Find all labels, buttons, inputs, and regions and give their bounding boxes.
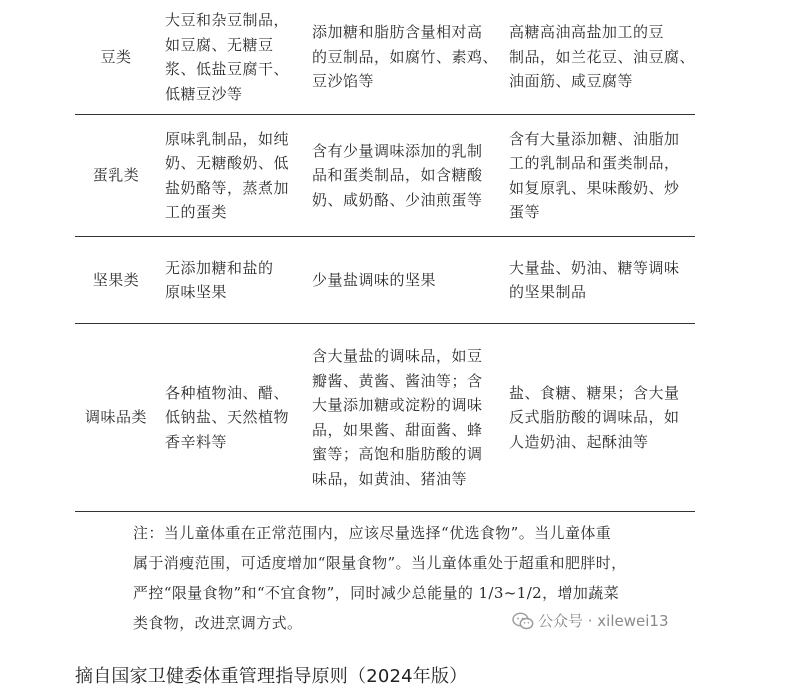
category-cell: 坚果类 xyxy=(92,270,140,289)
table-row xyxy=(75,115,695,237)
limited-food-cell: 含有少量调味添加的乳制 品和蛋类制品，如含糖酸 奶、咸奶酪、少油煎蛋等 xyxy=(312,141,483,209)
wechat-icon xyxy=(512,612,534,630)
limited-food-cell: 少量盐调味的坚果 xyxy=(312,270,437,289)
unsuitable-food-cell: 高糖高油高盐加工的豆 制品，如兰花豆、油豆腐、 油面筋、咸豆腐等 xyxy=(509,23,696,91)
unsuitable-food-cell: 盐、食糖、糖果；含大量 反式脂肪酸的调味品，如 人造奶油、起酥油等 xyxy=(509,383,680,451)
category-cell: 豆类 xyxy=(100,47,132,66)
unsuitable-food-cell: 含有大量添加糖、油脂加 工的乳制品和蛋类制品， 如复原乳、果味酸奶、炒 蛋等 xyxy=(509,129,680,221)
category-cell: 蛋乳类 xyxy=(92,166,140,185)
preferred-food-cell: 原味乳制品，如纯 奶、无糖酸奶、低 盐奶酪等，蒸煮加 工的蛋类 xyxy=(165,129,290,221)
table-row xyxy=(75,0,695,115)
table-row xyxy=(75,324,695,512)
preferred-food-cell: 大豆和杂豆制品， 如豆腐、无糖豆 浆、低盐豆腐干、 低糖豆沙等 xyxy=(165,11,290,103)
limited-food-cell: 含大量盐的调味品，如豆 瓣酱、黄酱、酱油等；含 大量添加糖或淀粉的调味 品，如果酱、甜面酱、蜂 蜜等；高饱和脂肪酸的调 味品，如黄油、猪油等 xyxy=(312,347,483,488)
watermark xyxy=(512,610,669,631)
category-cell: 调味品类 xyxy=(84,408,147,427)
table-row xyxy=(75,237,695,324)
preferred-food-cell: 无添加糖和盐的 原味坚果 xyxy=(165,258,274,301)
unsuitable-food-cell: 大量盐、奶油、糖等调味 的坚果制品 xyxy=(509,258,680,301)
watermark-text: 公众号 · xilewei13 xyxy=(538,612,669,630)
source-caption: 摘自国家卫健委体重管理指导原则（2024年版） xyxy=(75,666,468,687)
preferred-food-cell: 各种植物油、醋、 低钠盐、天然植物 香辛料等 xyxy=(165,383,290,451)
limited-food-cell: 添加糖和脂肪含量相对高 的豆制品，如腐竹、素鸡、 豆沙馅等 xyxy=(312,23,499,91)
food-table xyxy=(75,0,695,512)
table-note: 注：当儿童体重在正常范围内，应该尽量选择“优选食物”。当儿童体重 属于消瘦范围，可适度增加“限量食物”。当儿童体重处于超重和肥胖时， 严控“限量食物”和“不宜食物”，同时减少总能量的 1/3~1/2，增加蔬菜 类食物，改进烹调方式。 xyxy=(133,524,627,632)
